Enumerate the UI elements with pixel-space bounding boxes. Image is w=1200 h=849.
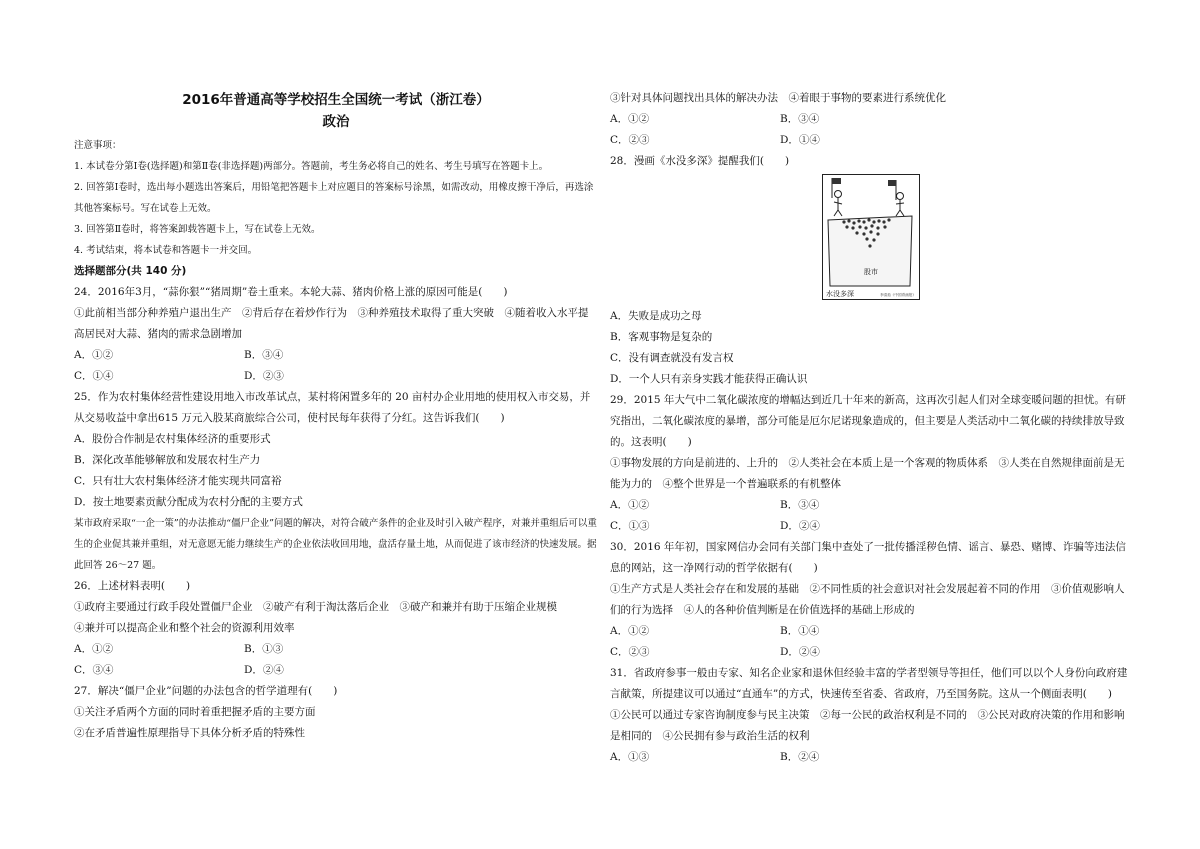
q29-options <box>610 495 1132 537</box>
q25-stem: 25．作为农村集体经营性建设用地入市改革试点，某村将闲置多年的 20 亩村办企业用地的使用权入市交易，并从交易收益中拿出615 万元入股某商旅综合公司，使村民每年获得了分红。这告诉我们( ) <box>74 391 591 424</box>
q29-option-d: D．②④ <box>780 520 820 532</box>
cartoon-credit: 李清茹《中国青画报》 <box>880 293 916 297</box>
q30-option-b: B．①④ <box>780 625 820 637</box>
q26-option-c: C．③④ <box>74 664 114 676</box>
q31-items: ①公民可以通过专家咨询制度参与民主决策 ②每一公民的政治权利是不同的 ③公民对政府决策的作用和影响是相同的 ④公民拥有参与政治生活的权利 <box>610 709 1125 742</box>
q27-stem: 27．解决“僵尸企业”问题的办法包含的哲学道理有( ) <box>74 685 338 697</box>
q31-options <box>610 747 1132 768</box>
q30-items: ①生产方式是人类社会存在和发展的基础 ②不同性质的社会意识对社会发展起着不同的作用 ③价值观影响人们的行为选择 ④人的各种价值判断是在价值选择的基础上形成的 <box>610 583 1125 616</box>
q27-option-a: A．①② <box>610 113 650 125</box>
q31-stem: 31．省政府参事一般由专家、知名企业家和退休但经验丰富的学者型领导等担任，他们可以以个人身份向政府建言献策，所提建议可以通过“直通车”的方式，快速传至省委、省政府，乃至国务院。这从一个侧面表明( ) <box>610 667 1128 700</box>
q27-option-b: B．③④ <box>780 113 820 125</box>
q26-items-line1: ①政府主要通过行政手段处置僵尸企业 ②破产有利于淘汰落后企业 ③破产和兼并有助于压缩企业规模 <box>74 601 557 613</box>
q31-option-a: A．①③ <box>610 751 650 763</box>
q28-stem: 28．漫画《水没多深》提醒我们( ) <box>610 155 790 167</box>
q26-stem: 26．上述材料表明( ) <box>74 580 191 592</box>
exam-title: 2016年普通高等学校招生全国统一考试（浙江卷） <box>182 92 490 108</box>
q26-option-d: D．②④ <box>244 664 284 676</box>
q31-option-b: B．②④ <box>780 751 820 763</box>
q26-options <box>74 639 598 681</box>
q27-option-d: D．①④ <box>780 134 820 146</box>
notes-heading: 注意事项： <box>74 140 122 151</box>
q25-choice-d: D．按土地要素贡献分配成为农村分配的主要方式 <box>74 496 303 508</box>
q25-choice-b: B．深化改革能够解放和发展农村生产力 <box>74 454 261 466</box>
q28-choice-b: B．客观事物是复杂的 <box>610 331 713 343</box>
note-item-2: 2. 回答第Ⅰ卷时，选出每小题选出答案后，用铅笔把答题卡上对应题目的答案标号涂黑，如需改动，用橡皮擦干净后，再选涂其他答案标号。写在试卷上无效。 <box>74 182 594 214</box>
q26-items-line2: ④兼并可以提高企业和整个社会的资源利用效率 <box>74 622 295 634</box>
q30-stem: 30．2016 年年初，国家网信办会同有关部门集中查处了一批传播淫秽色情、谣言、暴恐、赌博、诈骗等违法信息的网站，这一净网行动的哲学依据有( ) <box>610 541 1126 574</box>
q30-option-a: A．①② <box>610 625 650 637</box>
q30-option-c: C．②③ <box>610 646 650 658</box>
q30-options <box>610 621 1132 663</box>
cartoon-drawing <box>822 174 920 300</box>
q27-item-3: ③针对具体问题找出具体的解决办法 ④着眼于事物的要素进行系统优化 <box>610 92 946 104</box>
material-text: 某市政府采取“一企一策”的办法推动“僵尸企业”问题的解决，对符合破产条件的企业及时引入破产程序，对兼并重组后可以重生的企业促其兼并重组，对无意愿无能力继续生产的企业依法收回用地，盘活存量土地，从而促进了该市经济的快速发展。据此回答 26～27 题。 <box>74 518 597 571</box>
q29-stem: 29．2015 年大气中二氧化碳浓度的增幅达到近几十年来的新高，这再次引起人们对全球变暖问题的担忧。有研究指出，二氧化碳浓度的暴增，部分可能是厄尔尼诺现象造成的，但主要是人类活动中二氧化碳的持续排放导致的。这表明( ) <box>610 394 1126 448</box>
note-item-1: 1. 本试卷分第Ⅰ卷(选择题)和第Ⅱ卷(非选择题)两部分。答题前，考生务必将自己的姓名、考生号填写在答题卡上。 <box>74 161 549 172</box>
q29-option-c: C．①③ <box>610 520 650 532</box>
q26-option-b: B．①③ <box>244 643 284 655</box>
q24-option-b: B．③④ <box>244 349 284 361</box>
cartoon-caption: 水没多深 <box>826 290 854 298</box>
q26-option-a: A．①② <box>74 643 114 655</box>
q25-choice-c: C．只有壮大农村集体经济才能实现共同富裕 <box>74 475 282 487</box>
right-column <box>610 88 1132 768</box>
q25-choice-a: A．股份合作制是农村集体经济的重要形式 <box>74 433 271 445</box>
q24-option-d: D．②③ <box>244 370 284 382</box>
q27-option-c: C．②③ <box>610 134 650 146</box>
q24-items: ①此前相当部分种养殖户退出生产 ②背后存在着炒作行为 ③种养殖技术取得了重大突破 ④随着收入水平提高居民对大蒜、猪肉的需求急剧增加 <box>74 307 589 340</box>
cartoon-label: 股市 <box>864 268 878 276</box>
cartoon-illustration <box>822 174 920 300</box>
q30-option-d: D．②④ <box>780 646 820 658</box>
q29-option-a: A．①② <box>610 499 650 511</box>
q27-item-1: ①关注矛盾两个方面的同时着重把握矛盾的主要方面 <box>74 706 316 718</box>
q28-choice-c: C．没有调查就没有发言权 <box>610 352 734 364</box>
q29-option-b: B．③④ <box>780 499 820 511</box>
q24-stem: 24．2016年3月，“蒜你狠”“猪周期”卷土重来。本轮大蒜、猪肉价格上涨的原因可能是( ) <box>74 286 508 298</box>
q28-choice-d: D．一个人只有亲身实践才能获得正确认识 <box>610 373 808 385</box>
q27-options <box>610 109 1132 151</box>
subject-title: 政治 <box>322 114 350 130</box>
q24-option-a: A．①② <box>74 349 114 361</box>
q27-item-2: ②在矛盾普遍性原理指导下具体分析矛盾的特殊性 <box>74 727 305 739</box>
q24-options <box>74 345 598 387</box>
q28-choice-a: A．失败是成功之母 <box>610 310 702 322</box>
q29-items: ①事物发展的方向是前进的、上升的 ②人类社会在本质上是一个客观的物质体系 ③人类在自然规律面前是无能为力的 ④整个世界是一个普遍联系的有机整体 <box>610 457 1125 490</box>
q24-option-c: C．①④ <box>74 370 114 382</box>
section-heading: 选择题部分(共 140 分) <box>74 265 187 277</box>
note-item-4: 4. 考试结束，将本试卷和答题卡一并交回。 <box>74 245 258 256</box>
left-column <box>74 88 598 744</box>
note-item-3: 3. 回答第Ⅱ卷时，将答案卸载答题卡上，写在试卷上无效。 <box>74 224 321 235</box>
